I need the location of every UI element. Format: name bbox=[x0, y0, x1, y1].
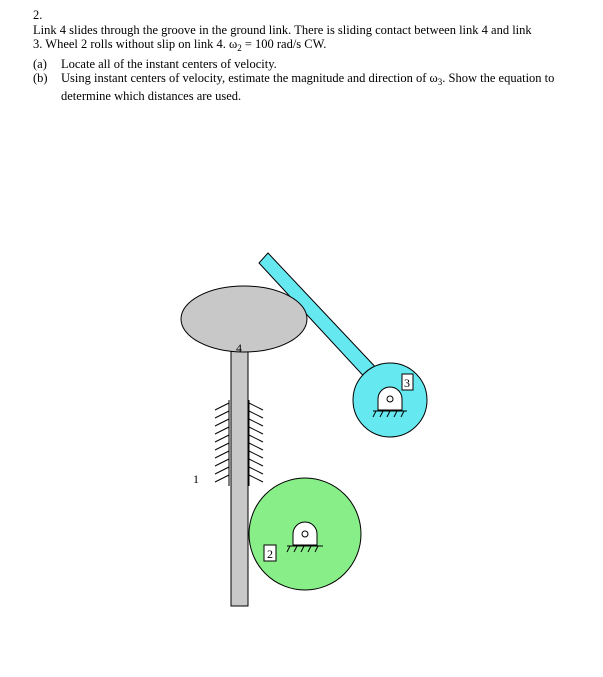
label-link-3-box bbox=[402, 374, 413, 390]
part-b-text-start: Using instant centers of velocity, estimate the magnitude and direction of bbox=[61, 71, 430, 85]
label-link-4: 4 bbox=[236, 341, 242, 355]
omega-subscript-2: 2 bbox=[237, 43, 242, 53]
label-link-2: 2 bbox=[267, 547, 273, 561]
omega-symbol-b: ω bbox=[429, 71, 438, 85]
intro-line-2-end: = 100 rad/s CW. bbox=[241, 37, 327, 51]
ground-groove-left bbox=[215, 400, 229, 486]
part-b-label: (b) bbox=[33, 71, 48, 85]
omega-subscript-3: 3 bbox=[437, 77, 443, 87]
intro-line-2-start: 3. Wheel 2 rolls without slip on link 4. bbox=[33, 37, 229, 51]
slider-rod bbox=[231, 336, 248, 606]
label-link-1: 1 bbox=[193, 472, 199, 486]
part-a-text: Locate all of the instant centers of velocity. bbox=[61, 57, 277, 71]
part-b-text-end: . Show the equation to determine which distances are used. bbox=[61, 71, 555, 103]
part-a-label: (a) bbox=[33, 57, 47, 71]
label-link-3: 3 bbox=[404, 376, 410, 390]
label-link-2-box bbox=[264, 545, 276, 561]
slider-head bbox=[181, 286, 307, 352]
problem-number: 2. bbox=[33, 8, 43, 22]
omega-symbol: ω bbox=[228, 37, 238, 51]
ground-groove-right bbox=[249, 400, 263, 486]
intro-line-1: Link 4 slides through the groove in the ground link. There is sliding contact between link 4 and link bbox=[33, 23, 532, 37]
